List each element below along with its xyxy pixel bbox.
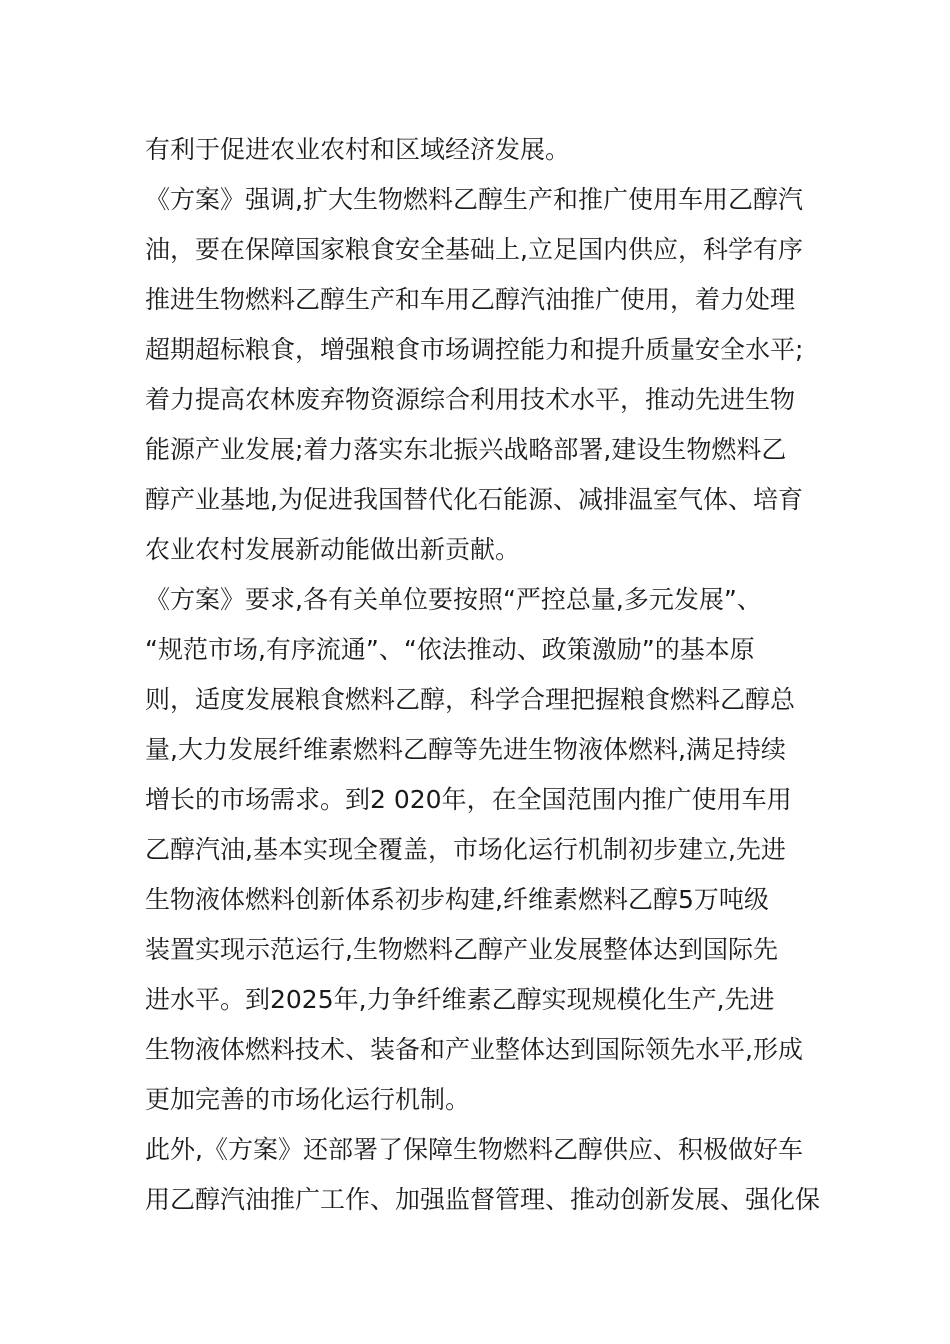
text-line: 着力提高农林废弃物资源综合利用技术水平，推动先进生物 — [145, 385, 796, 414]
text-line: 进水平。到2025年,力争纤维素乙醇实现规模化生产,先进 — [145, 985, 775, 1014]
text-line: 农业农村发展新动能做出新贡献。 — [145, 535, 521, 564]
text-line: 《方案》要求,各有关单位要按照“严控总量,多元发展”、 — [145, 585, 762, 614]
text-line: 生物液体燃料创新体系初步构建,纤维素燃料乙醇5万吨级 — [145, 885, 769, 914]
text-line: 此外,《方案》还部署了保障生物燃料乙醇供应、积极做好车 — [145, 1135, 803, 1164]
text-line: 《方案》强调,扩大生物燃料乙醇生产和推广使用车用乙醇汽 — [145, 185, 803, 214]
text-line: 有利于促进农业农村和区域经济发展。 — [145, 135, 571, 164]
text-line: 增长的市场需求。到2 020年，在全国范围内推广使用车用 — [145, 785, 792, 814]
text-line: 能源产业发展;着力落实东北振兴战略部署,建设生物燃料乙 — [145, 435, 787, 464]
text-line: “规范市场,有序流通”、“依法推动、政策激励”的基本原 — [145, 635, 755, 664]
text-line: 乙醇汽油,基本实现全覆盖，市场化运行机制初步建立,先进 — [145, 835, 786, 864]
text-line: 醇产业基地,为促进我国替代化石能源、减排温室气体、培育 — [145, 485, 803, 514]
text-line: 油，要在保障国家粮食安全基础上,立足国内供应，科学有序 — [145, 235, 803, 264]
text-line: 装置实现示范运行,生物燃料乙醇产业发展整体达到国际先 — [145, 935, 778, 964]
text-line: 超期超标粮食，增强粮食市场调控能力和提升质量安全水平; — [145, 335, 804, 364]
text-line: 生物液体燃料技术、装备和产业整体达到国际领先水平,形成 — [145, 1035, 803, 1064]
text-line: 更加完善的市场化运行机制。 — [145, 1085, 471, 1114]
text-line: 推进生物燃料乙醇生产和车用乙醇汽油推广使用，着力处理 — [145, 285, 796, 314]
text-line: 量,大力发展纤维素燃料乙醇等先进生物液体燃料,满足持续 — [145, 735, 786, 764]
text-line: 则，适度发展粮食燃料乙醇，科学合理把握粮食燃料乙醇总 — [145, 685, 796, 714]
text-line: 用乙醇汽油推广工作、加强监督管理、推动创新发展、强化保 — [145, 1185, 821, 1214]
